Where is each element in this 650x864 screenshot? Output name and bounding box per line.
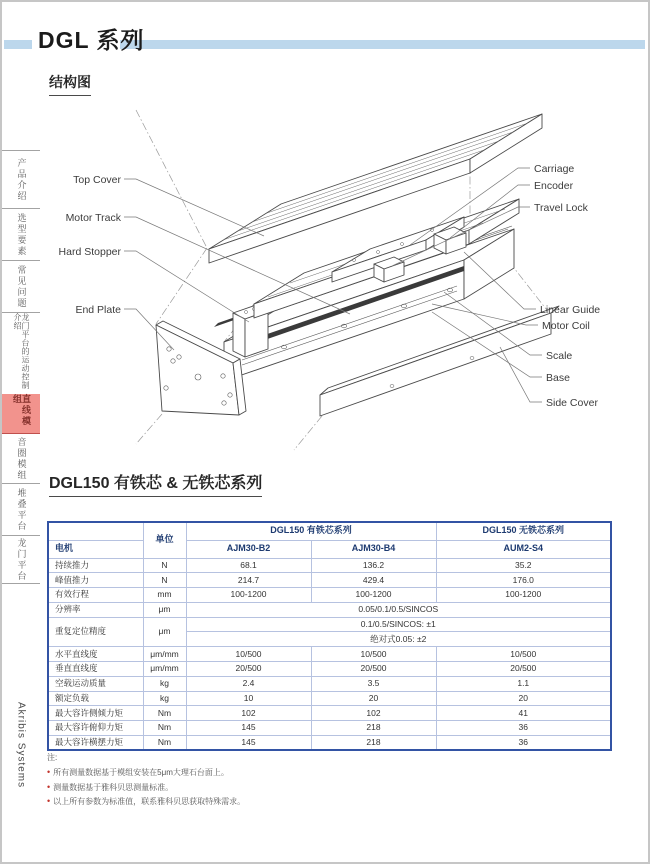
table-row: 垂直直线度 μm/mm 20/500 20/500 20/500 xyxy=(48,662,611,677)
table-row: 峰值推力 N 214.7 429.4 176.0 xyxy=(48,573,611,588)
bullet-icon: • xyxy=(47,796,51,807)
sidebar-item-label: 音圈模组 xyxy=(16,437,27,481)
diagram-label-hard-stopper: Hard Stopper xyxy=(58,246,121,258)
table-row: 最大容许横摆力矩 Nm 145 218 36 xyxy=(48,736,611,751)
header-empty-cell xyxy=(48,522,143,540)
section-title-structure: 结构图 xyxy=(49,72,91,96)
diagram-label-base: Base xyxy=(546,372,570,384)
table-row: 分辨率 μm 0.05/0.1/0.5/SINCOS xyxy=(48,602,611,617)
sidebar-item-label: 堆叠平台 xyxy=(16,487,27,532)
table-row: 最大容许俯仰力矩 Nm 145 218 36 xyxy=(48,721,611,736)
diagram-label-motor-track: Motor Track xyxy=(65,212,121,224)
brand-vertical-text: Akribis Systems xyxy=(15,701,27,789)
diagram-label-carriage: Carriage xyxy=(534,163,575,175)
bullet-icon: • xyxy=(47,781,51,792)
diagram-label-travel-lock: Travel Lock xyxy=(534,202,588,214)
table-row: 水平直线度 μm/mm 10/500 10/500 10/500 xyxy=(48,647,611,662)
diagram-label-motor-coil: Motor Coil xyxy=(542,320,590,332)
sidebar-item-label: 龙门平台的运动控制介绍 xyxy=(13,313,30,390)
table-row: 空载运动质量 kg 2.4 3.5 1.1 xyxy=(48,676,611,691)
diagram-label-side-cover: Side Cover xyxy=(546,397,598,409)
header-group-iron-core: DGL150 有铁芯系列 xyxy=(186,522,436,540)
table-header-row xyxy=(48,522,611,540)
table-row: 最大容许侧倾力矩 Nm 102 102 41 xyxy=(48,706,611,721)
bullet-icon: • xyxy=(47,766,51,777)
diagram-label-encoder: Encoder xyxy=(534,180,574,192)
header-model-ajm30-b2: AJM30-B2 xyxy=(186,540,311,558)
structure-diagram xyxy=(2,2,650,462)
sidebar-divider xyxy=(2,583,40,584)
diagram-label-scale: Scale xyxy=(546,350,573,362)
page-title: DGL 系列 xyxy=(38,27,145,53)
sidebar-item-label: 直线模组 xyxy=(12,394,31,427)
header-motor: 电机 xyxy=(48,540,143,558)
spec-table xyxy=(47,521,612,751)
diagram-label-linear-guide: Linear Guide xyxy=(540,304,601,316)
table-row: 额定负载 kg 10 20 20 xyxy=(48,691,611,706)
table-row: 有效行程 mm 100-1200 100-1200 100-1200 xyxy=(48,588,611,603)
header-model-ajm30-b4: AJM30-B4 xyxy=(311,540,436,558)
table-row: 持续推力 N 68.1 136.2 35.2 xyxy=(48,558,611,573)
header-group-ironless: DGL150 无铁芯系列 xyxy=(436,522,611,540)
end-plate-part xyxy=(156,321,246,415)
section-title-series: DGL150 有铁芯 & 无铁芯系列 xyxy=(49,470,262,497)
table-row: 重复定位精度 μm 0.1/0.5/SINCOS: ±1 xyxy=(48,617,611,632)
notes-block xyxy=(47,752,245,809)
note-item: • 测量数据基于雅科贝思测量标准。 xyxy=(47,781,174,792)
header-unit: 单位 xyxy=(143,522,186,558)
header-model-aum2-s4: AUM2-S4 xyxy=(436,540,611,558)
sidebar-item-label: 龙门平台 xyxy=(16,537,27,582)
note-item: • 所有测量数据基于模组安装在5μm大理石台面上。 xyxy=(47,766,229,777)
diagram-label-end-plate: End Plate xyxy=(75,304,121,316)
notes-title: 注: xyxy=(47,753,58,762)
sidebar-item-label: 常见问题 xyxy=(16,264,27,309)
sidebar-item-label: 选型要素 xyxy=(16,212,27,257)
sidebar-item-gantry-stage[interactable] xyxy=(2,536,40,583)
table-row: 绝对式0.05: ±2 xyxy=(48,632,611,647)
note-item: • 以上所有参数为标准值，联系雅科贝思获取特殊需求。 xyxy=(47,796,246,807)
sidebar-item-label: 产品介绍 xyxy=(16,157,27,202)
diagram-label-top-cover: Top Cover xyxy=(73,174,121,186)
sidebar-item-stacked-stage[interactable] xyxy=(2,484,40,535)
table-header-row xyxy=(48,540,611,558)
